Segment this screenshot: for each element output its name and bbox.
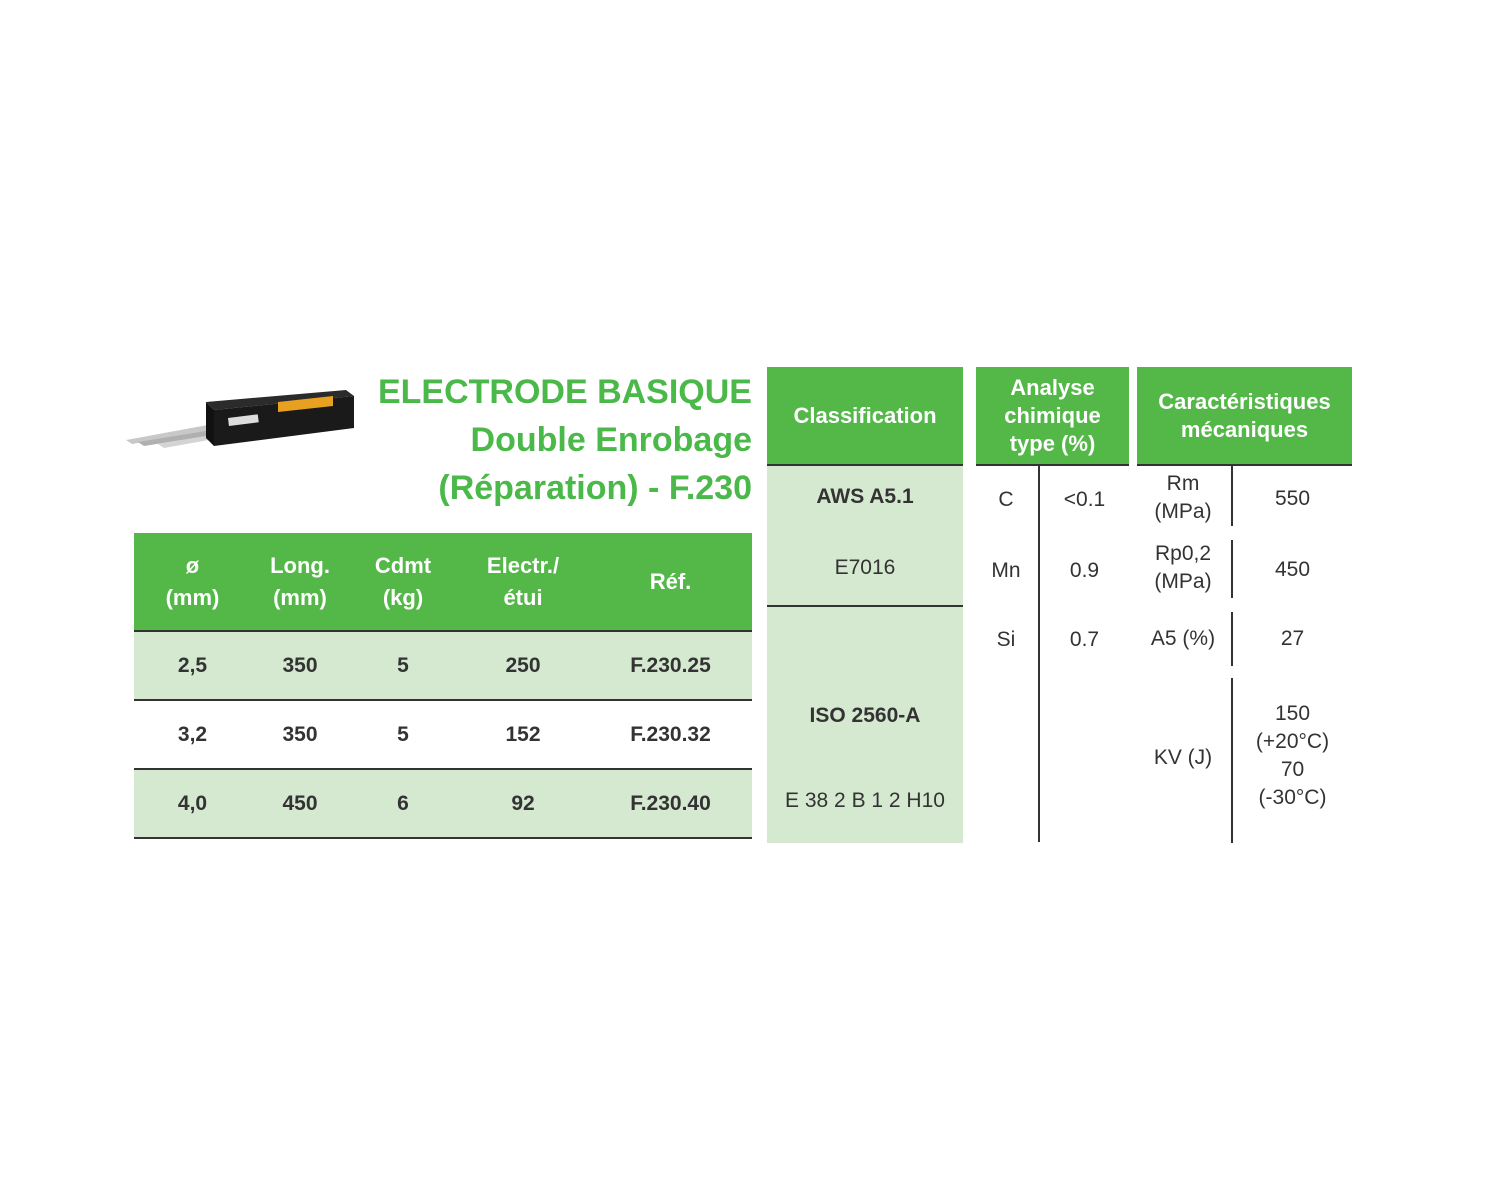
chemistry-header bbox=[976, 367, 1129, 464]
element-si: Si bbox=[996, 628, 1016, 651]
table-cell: 152 bbox=[505, 722, 541, 746]
table-cell: 250 bbox=[505, 653, 541, 677]
aws-block bbox=[767, 464, 963, 607]
table-cell: 5 bbox=[397, 653, 409, 677]
title-line-1: ELECTRODE BASIQUE bbox=[377, 373, 752, 411]
header-text: Long. bbox=[270, 552, 330, 578]
header-text: Cdmt bbox=[374, 552, 432, 578]
table-cell: 450 bbox=[282, 791, 318, 815]
header-text: (kg) bbox=[382, 584, 424, 610]
table-cell: F.230.32 bbox=[630, 722, 711, 746]
header-text: ø bbox=[185, 552, 200, 578]
table-row bbox=[134, 699, 752, 768]
classification-column bbox=[767, 367, 963, 843]
header-text: (mm) bbox=[273, 584, 327, 610]
title-line-3: (Réparation) - F.230 bbox=[438, 469, 752, 507]
header-text: Réf. bbox=[649, 568, 692, 594]
value-text: 70 bbox=[1280, 758, 1305, 781]
label-text: (MPa) bbox=[1154, 500, 1212, 523]
electrode-box-image bbox=[118, 372, 368, 452]
header-text: Caractéristiques bbox=[1158, 388, 1331, 414]
table-cell: F.230.40 bbox=[630, 791, 711, 815]
table-cell: 2,5 bbox=[177, 653, 208, 677]
table-cell: 5 bbox=[397, 722, 409, 746]
header-packaging bbox=[349, 533, 457, 630]
value-text: (+20°C) bbox=[1255, 730, 1330, 753]
aws-label: AWS A5.1 bbox=[816, 485, 914, 508]
header-text: chimique bbox=[1004, 402, 1101, 428]
dimensions-table bbox=[134, 533, 752, 839]
header-text: (mm) bbox=[165, 584, 220, 610]
header-text: Electr./ bbox=[486, 552, 560, 578]
rp-value: 450 bbox=[1274, 558, 1311, 581]
table-cell: 350 bbox=[282, 722, 318, 746]
value-text: (-30°C) bbox=[1258, 786, 1327, 809]
table-row bbox=[134, 630, 752, 699]
table-bottom-rule bbox=[134, 837, 752, 839]
mechanics-header bbox=[1137, 367, 1352, 464]
header-electrodes-per-case bbox=[457, 533, 589, 630]
header-text: mécaniques bbox=[1180, 416, 1309, 442]
rm-value: 550 bbox=[1274, 487, 1311, 510]
element-mn-value: 0.9 bbox=[1069, 559, 1100, 582]
label-text: Rp0,2 bbox=[1154, 542, 1212, 565]
table-row bbox=[134, 768, 752, 837]
chemistry-divider bbox=[1038, 466, 1040, 842]
chemistry-rule bbox=[976, 464, 1129, 466]
title-line-2: Double Enrobage bbox=[470, 421, 752, 459]
element-mn: Mn bbox=[991, 559, 1021, 582]
element-c: C bbox=[998, 488, 1014, 511]
header-reference bbox=[589, 533, 752, 630]
kv-value bbox=[1233, 700, 1352, 812]
chemistry-column bbox=[976, 367, 1129, 843]
header-text: type (%) bbox=[1009, 430, 1096, 456]
a5-value: 27 bbox=[1280, 627, 1305, 650]
iso-label: ISO 2560-A bbox=[809, 704, 921, 727]
label-text: (MPa) bbox=[1154, 570, 1212, 593]
aws-value: E7016 bbox=[834, 556, 896, 579]
mechanics-column bbox=[1137, 367, 1352, 843]
element-si-value: 0.7 bbox=[1069, 628, 1100, 651]
header-length bbox=[251, 533, 349, 630]
product-title bbox=[352, 368, 752, 512]
kv-label: KV (J) bbox=[1153, 746, 1213, 769]
table-cell: 4,0 bbox=[177, 791, 208, 815]
header-diameter bbox=[134, 533, 251, 630]
dimensions-table-header bbox=[134, 533, 752, 630]
value-text: 150 bbox=[1274, 702, 1311, 725]
table-cell: 6 bbox=[397, 791, 409, 815]
a5-label: A5 (%) bbox=[1150, 627, 1216, 650]
iso-value: E 38 2 B 1 2 H10 bbox=[785, 789, 945, 812]
rp-label bbox=[1137, 540, 1229, 596]
element-c-value: <0.1 bbox=[1063, 488, 1106, 511]
table-cell: F.230.25 bbox=[630, 653, 711, 677]
header-text: étui bbox=[503, 584, 543, 610]
table-cell: 92 bbox=[511, 791, 535, 815]
iso-block bbox=[767, 607, 963, 843]
table-cell: 3,2 bbox=[177, 722, 208, 746]
table-cell: 350 bbox=[282, 653, 318, 677]
mechanics-rule bbox=[1137, 464, 1352, 466]
header-text: Analyse bbox=[1010, 374, 1095, 400]
rm-label bbox=[1137, 470, 1229, 526]
classification-header: Classification bbox=[767, 367, 963, 464]
label-text: Rm bbox=[1166, 472, 1200, 495]
